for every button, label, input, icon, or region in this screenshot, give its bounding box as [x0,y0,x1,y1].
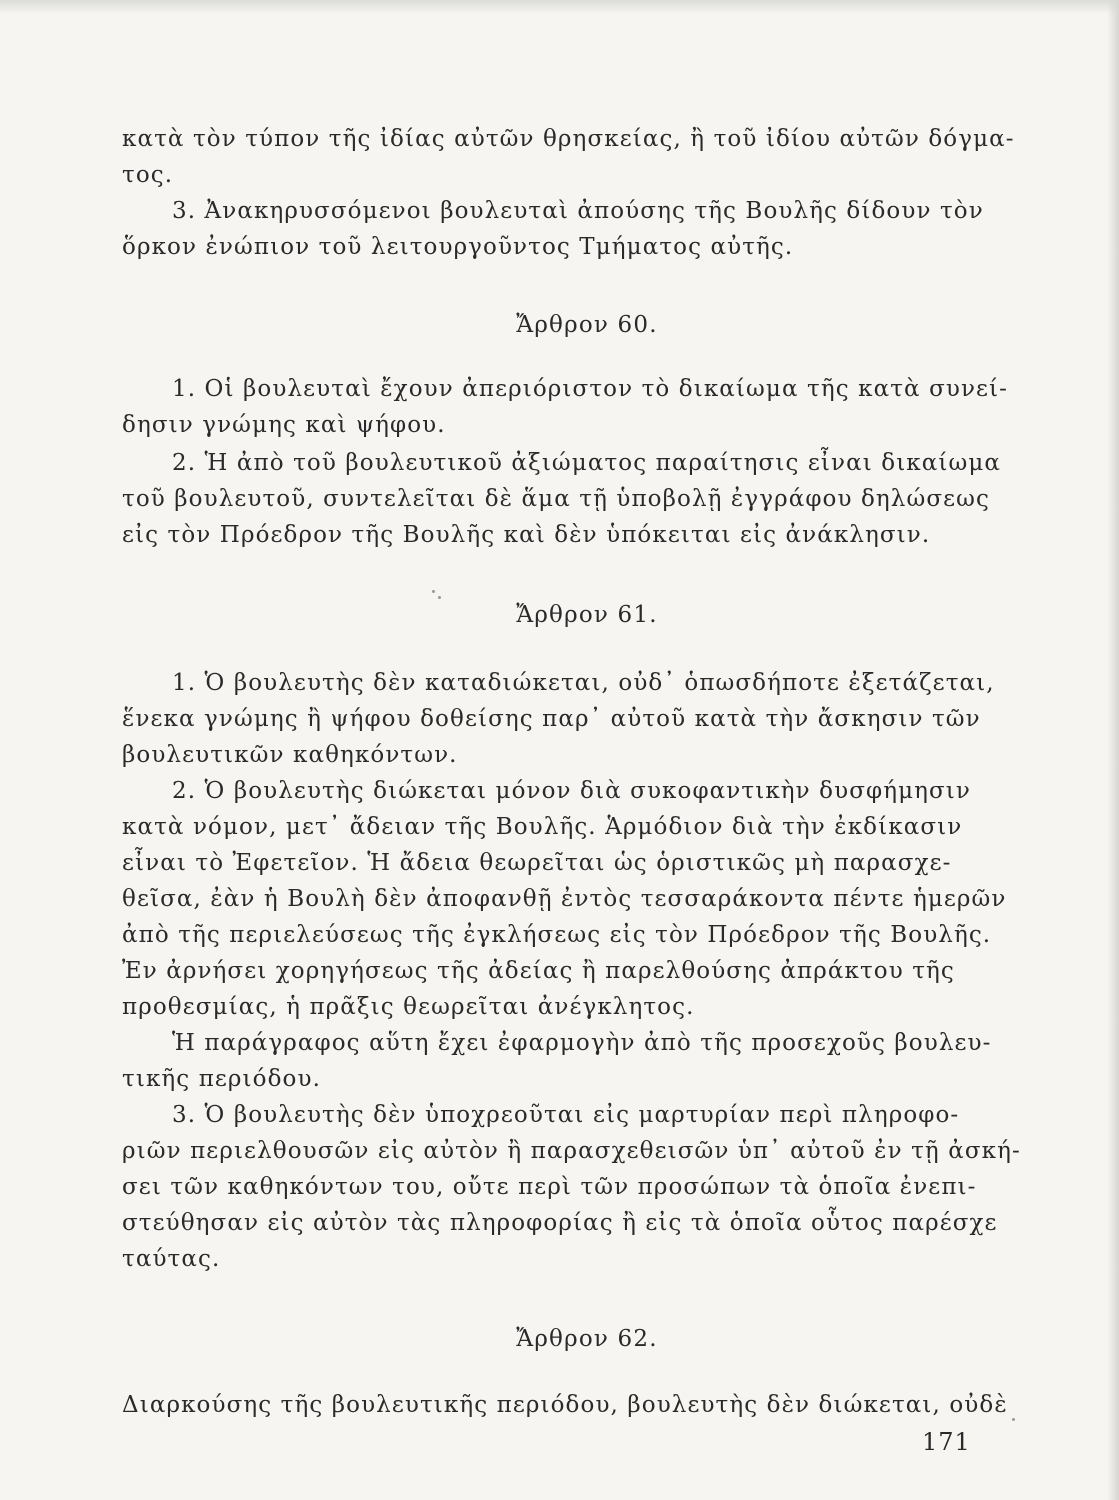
article-heading-62: Ἄρθρον 62. [516,1326,658,1352]
text-line: εἶναι τὸ Ἐφετεῖον. Ἡ ἄδεια θεωρεῖται ὡς ὁριστικῶς μὴ παρασχε- [122,850,952,876]
text-line: Διαρκούσης τῆς βουλευτικῆς περιόδου, βουλευτὴς δὲν διώκεται, οὐδὲ [122,1392,1008,1418]
article-heading-61: Ἄρθρον 61. [516,602,658,628]
article-heading-60: Ἄρθρον 60. [516,312,658,338]
text-line: τικῆς περιόδου. [122,1066,321,1092]
text-line: κατὰ νόμον, μετ᾽ ἄδειαν τῆς Βουλῆς. Ἁρμόδιον διὰ τὴν ἐκδίκασιν [122,814,963,840]
text-line: θεῖσα, ἐὰν ἡ Βουλὴ δὲν ἀποφανθῇ ἐντὸς τεσσαράκοντα πέντε ἡμερῶν [122,886,1007,912]
text-line: εἰς τὸν Πρόεδρον τῆς Βουλῆς καὶ δὲν ὑπόκειται εἰς ἀνάκλησιν. [122,522,931,548]
text-line: βουλευτικῶν καθηκόντων. [122,742,458,768]
text-line: Ἐν ἀρνήσει χορηγήσεως τῆς ἀδείας ἢ παρελθούσης ἀπράκτου τῆς [122,958,955,984]
text-line: 1. Ὁ βουλευτὴς δὲν καταδιώκεται, οὐδ᾽ ὁπωσδήποτε ἐξετάζεται, [172,670,995,696]
text-line: ταύτας. [122,1246,221,1272]
text-line: ριῶν περιελθουσῶν εἰς αὐτὸν ἢ παρασχεθεισῶν ὑπ᾽ αὐτοῦ ἐν τῇ ἀσκή- [122,1138,1021,1164]
scan-speck [438,596,441,599]
text-line: στεύθησαν εἰς αὐτὸν τὰς πληροφορίας ἢ εἰς τὰ ὁποῖα οὗτος παρέσχε [122,1210,998,1236]
page-edge-right [1107,0,1119,1500]
text-line: 3. Ἀνακηρυσσόμενοι βουλευταὶ ἀπούσης τῆς Βουλῆς δίδουν τὸν [172,198,984,224]
text-line: κατὰ τὸν τύπον τῆς ἰδίας αὐτῶν θρησκείας, ἢ τοῦ ἰδίου αὐτῶν δόγμα- [122,126,1015,152]
text-line: Ἡ παράγραφος αὕτη ἔχει ἐφαρμογὴν ἀπὸ τῆς προσεχοῦς βουλευ- [172,1030,992,1056]
text-line: 2. Ἡ ἀπὸ τοῦ βουλευτικοῦ ἀξιώματος παραίτησις εἶναι δικαίωμα [172,450,1002,476]
text-line: ὅρκον ἐνώπιον τοῦ λειτουργοῦντος Τμήματος αὐτῆς. [122,234,794,260]
page-number: 171 [922,1428,971,1456]
text-line: 2. Ὁ βουλευτὴς διώκεται μόνον διὰ συκοφαντικὴν δυσφήμησιν [172,778,972,804]
text-line: 3. Ὁ βουλευτὴς δὲν ὑποχρεοῦται εἰς μαρτυρίαν περὶ πληροφο- [172,1102,960,1128]
text-line: προθεσμίας, ἡ πρᾶξις θεωρεῖται ἀνέγκλητος. [122,994,695,1020]
text-line: 1. Οἱ βουλευταὶ ἔχουν ἀπεριόριστον τὸ δικαίωμα τῆς κατὰ συνεί- [172,376,1009,402]
text-line: σει τῶν καθηκόντων του, οὔτε περὶ τῶν προσώπων τὰ ὁποῖα ἐνεπι- [122,1174,977,1200]
scan-speck [432,590,435,593]
text-line: ἕνεκα γνώμης ἢ ψήφου δοθείσης παρ᾽ αὐτοῦ κατὰ τὴν ἄσκησιν τῶν [122,706,981,732]
text-line: τοῦ βουλευτοῦ, συντελεῖται δὲ ἅμα τῇ ὑποβολῇ ἐγγράφου δηλώσεως [122,486,990,512]
scan-speck [1012,1418,1015,1421]
text-line: δησιν γνώμης καὶ ψήφου. [122,412,446,438]
text-line: ἀπὸ τῆς περιελεύσεως τῆς ἐγκλήσεως εἰς τὸν Πρόεδρον τῆς Βουλῆς. [122,922,992,948]
page-edge-top [0,0,1119,14]
text-line: τος. [122,162,174,188]
